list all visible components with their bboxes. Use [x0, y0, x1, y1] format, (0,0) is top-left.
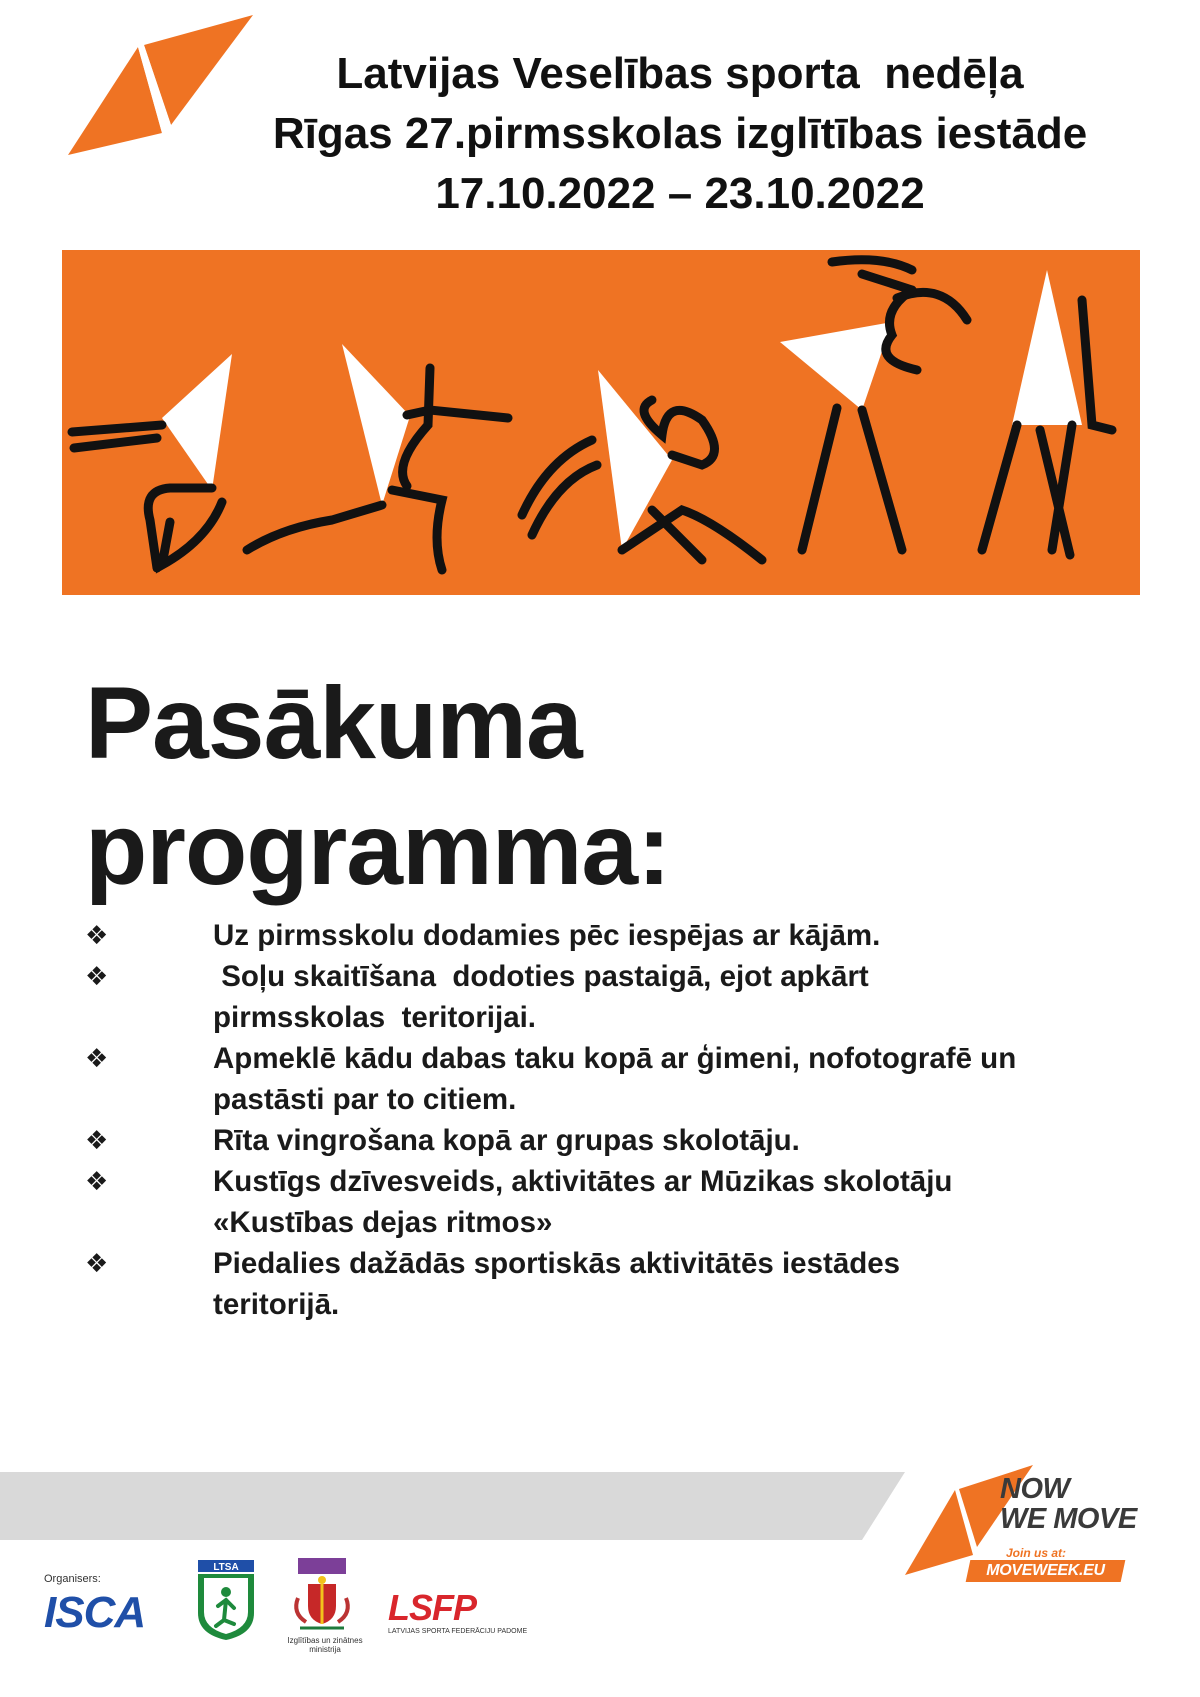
- list-item-text: Soļu skaitīšana dodoties pastaigā, ejot apkārt pirmsskolas teritorijai.: [213, 960, 869, 1034]
- lsfp-mark: LSFP: [388, 1587, 477, 1628]
- ministry-coat-of-arms-icon: [288, 1558, 358, 1648]
- bullet-icon: ❖: [85, 1125, 109, 1155]
- lsfp-logo: [388, 1587, 528, 1635]
- list-item: [85, 1038, 1165, 1120]
- lsfp-subtitle: LATVIJAS SPORTA FEDERĀCIJU PADOME: [388, 1628, 528, 1635]
- list-item: [85, 1120, 1165, 1161]
- event-dates: 17.10.2022 – 23.10.2022: [435, 169, 925, 218]
- bullet-icon: ❖: [85, 1248, 109, 1278]
- bullet-icon: ❖: [85, 961, 109, 991]
- list-item: [85, 956, 1165, 1038]
- institution-name: Rīgas 27.pirmsskolas izglītības iestāde: [272, 109, 1088, 158]
- stick-figures-illustration: [62, 250, 1140, 595]
- bullet-icon: ❖: [85, 920, 109, 950]
- program-title: [85, 660, 670, 912]
- list-item-text: Rīta vingrošana kopā ar grupas skolotāju.: [213, 1124, 800, 1157]
- moveweek-link[interactable]: [966, 1560, 1126, 1582]
- hero-illustration: [62, 250, 1140, 595]
- join-label: Join us at:: [1006, 1546, 1067, 1560]
- event-header: [180, 44, 1180, 224]
- svg-text:LTSA: LTSA: [213, 1562, 239, 1573]
- list-item: [85, 1161, 1165, 1243]
- list-item-text: Kustīgs dzīvesveids, aktivitātes ar Mūzikas skolotāju «Kustības dejas ritmos»: [213, 1165, 953, 1239]
- program-list: [85, 915, 1165, 1325]
- event-title: Latvijas Veselības sporta nedēļa: [336, 49, 1024, 98]
- isca-logo: ISCA: [44, 1588, 146, 1637]
- now-we-move-text: [1000, 1474, 1137, 1534]
- program-title-line-2: programma:: [85, 792, 671, 906]
- now-we-move-line-1: NOW: [1000, 1473, 1070, 1505]
- program-title-line-1: Pasākuma: [85, 666, 582, 780]
- ministry-label: Izglītības un zinātnes ministrija: [287, 1636, 363, 1654]
- list-item-text: Apmeklē kādu dabas taku kopā ar ģimeni, nofotografē un pastāsti par to citiem.: [213, 1042, 1017, 1116]
- list-item: [85, 915, 1165, 956]
- list-item-text: Uz pirmsskolu dodamies pēc iespējas ar kājām.: [213, 919, 881, 952]
- list-item-text: Piedalies dažādās sportiskās aktivitātēs iestādes teritorijā.: [213, 1247, 901, 1321]
- moveweek-link-text: MOVEWEEK.EU: [986, 1562, 1105, 1579]
- ltsa-logo-icon: [196, 1558, 256, 1642]
- organisers-label: Organisers:: [44, 1573, 101, 1585]
- bullet-icon: ❖: [85, 1043, 109, 1073]
- list-item: [85, 1243, 1165, 1325]
- now-we-move-line-2: WE MOVE: [1000, 1503, 1137, 1535]
- bullet-icon: ❖: [85, 1166, 109, 1196]
- footer-stripe: [0, 1472, 905, 1540]
